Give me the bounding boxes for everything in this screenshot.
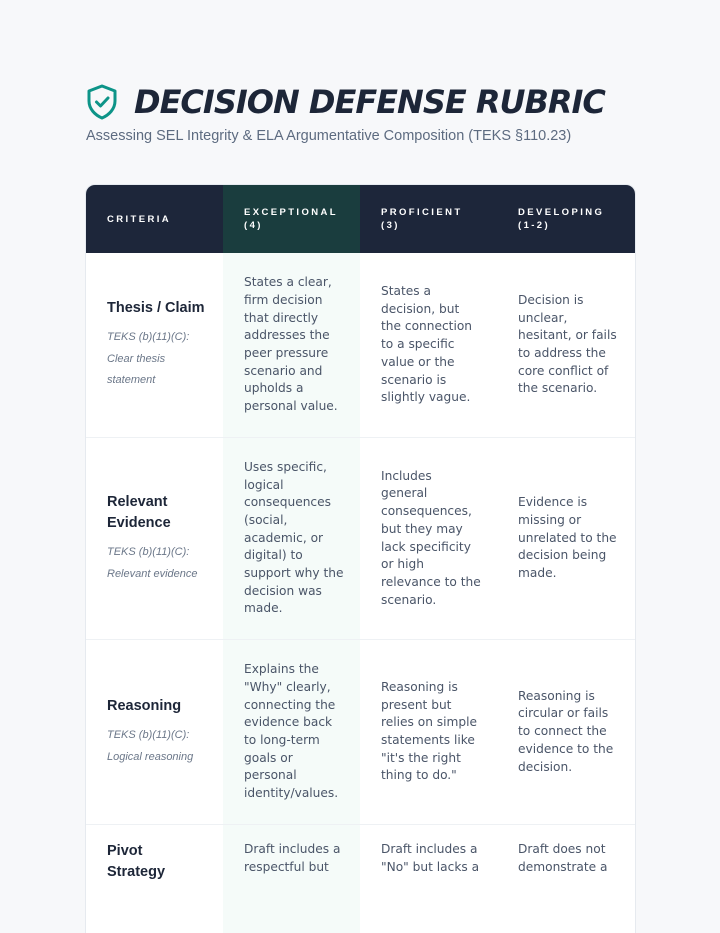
developing-description: Draft does not demonstrate a [518,842,608,874]
developing-cell [497,253,635,437]
table-row [86,253,635,438]
criteria-cell [86,825,223,933]
exceptional-description: Explains the "Why" clearly, connecting the evidence back to long-term goals or personal identity/values. [244,662,339,801]
table-row [86,438,635,640]
column-header-developing: DEVELOPING (1-2) [518,207,605,231]
developing-description: Reasoning is circular or fails to connect the evidence to the decision. [518,688,614,774]
criteria-cell [86,253,223,437]
title-row [86,82,686,122]
proficient-cell [360,640,497,824]
criterion-name: Reasoning [107,698,182,714]
table-row [86,825,635,933]
exceptional-description: States a clear, firm decision that directly addresses the peer pressure scenario and upholds a personal value. [244,275,338,414]
proficient-description: Reasoning is present but relies on simple statements like "it's the right thing to do." [381,679,478,783]
table-header [86,185,635,253]
criterion-teks: TEKS (b)(11)(C): Logical reasoning [107,729,194,763]
proficient-description: States a decision, but the connection to a specific value or the scenario is slightly vague. [381,284,473,405]
proficient-cell [360,438,497,639]
exceptional-cell [223,825,360,933]
developing-cell [497,825,635,933]
proficient-cell [360,825,497,933]
exceptional-cell [223,640,360,824]
criteria-cell [86,640,223,824]
exceptional-description: Uses specific, logical consequences (social, academic, or digital) to support why the decision was made. [244,459,344,616]
developing-cell [497,640,635,824]
column-header-exceptional: EXCEPTIONAL (4) [223,185,360,253]
table-row [86,640,635,825]
proficient-description: Draft includes a "No" but lacks a [381,842,480,874]
criteria-cell [86,438,223,639]
shield-check-icon [86,84,118,120]
criterion-name: Relevant Evidence [107,494,171,531]
proficient-cell [360,253,497,437]
developing-description: Evidence is missing or unrelated to the decision being made. [518,495,617,581]
developing-cell [497,438,635,639]
rubric-table [85,184,636,933]
exceptional-cell [223,253,360,437]
criterion-teks: TEKS (b)(11)(C): Clear thesis statement [107,331,190,387]
exceptional-description: Draft includes a respectful but [244,842,341,874]
exceptional-cell [223,438,360,639]
page-title: DECISION DEFENSE RUBRIC [134,83,605,121]
developing-description: Decision is unclear, hesitant, or fails to address the core conflict of the scenario. [518,292,617,396]
criterion-name: Pivot Strategy [107,843,166,880]
criterion-name: Thesis / Claim [107,300,205,317]
proficient-description: Includes general consequences, but they may lack specificity or high relevance to the scenario. [381,468,481,607]
column-header-proficient: PROFICIENT (3) [381,207,463,231]
rubric-header [86,82,686,144]
column-header-criteria: CRITERIA [107,213,172,225]
page-subtitle: Assessing SEL Integrity & ELA Argumentative Composition (TEKS §110.23) [86,128,572,144]
criterion-teks: TEKS (b)(11)(C): Relevant evidence [107,546,198,580]
